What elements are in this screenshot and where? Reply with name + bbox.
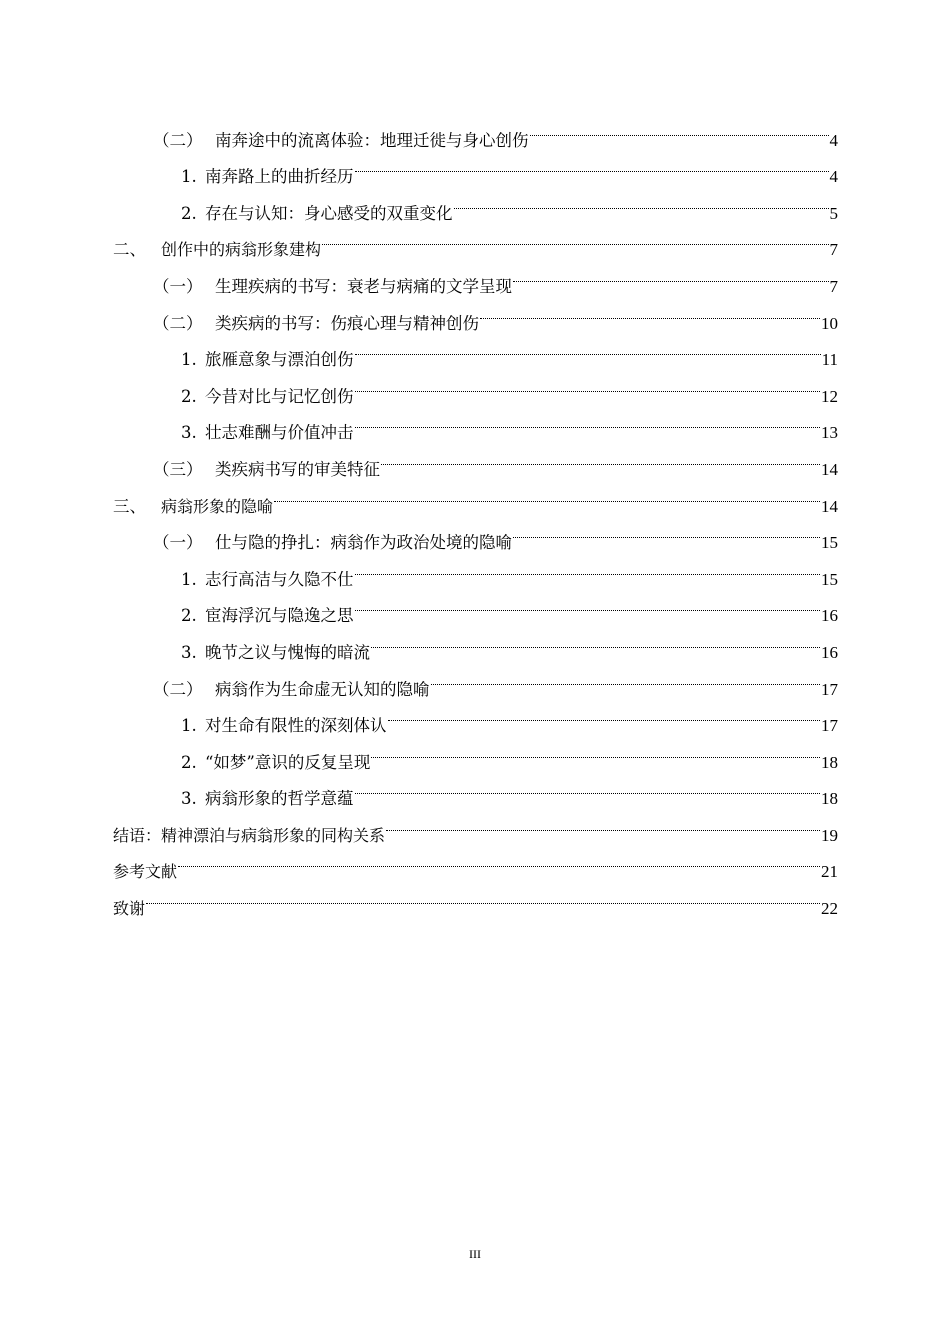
toc-entry-title: 宦海浮沉与隐逸之思 [205, 606, 354, 626]
toc-entry-page-number: 18 [821, 752, 838, 772]
toc-entry-page-number: 7 [829, 240, 838, 260]
toc-entry-page-number: 4 [829, 130, 838, 150]
toc-entry-title: 今昔对比与记忆创伤 [205, 386, 354, 406]
toc-entry-title: 生理疾病的书写：衰老与病痛的文学呈现 [215, 276, 512, 296]
toc-entry-page-number: 17 [821, 716, 838, 736]
dot-leader [355, 329, 821, 366]
toc-entry-number: 2. [181, 203, 197, 223]
table-of-contents [113, 109, 838, 919]
toc-entry-page-number: 17 [821, 679, 838, 699]
toc-entry-number: 3. [181, 642, 197, 662]
toc-entry-title: 病翁形象的哲学意蕴 [205, 789, 354, 809]
toc-entry-title: 晚节之议与愧悔的暗流 [205, 642, 370, 662]
toc-entry-title: 仕与隐的挣扎：病翁作为政治处境的隐喻 [215, 533, 512, 553]
toc-entry-number: 二、 [113, 240, 146, 260]
dot-leader [388, 695, 821, 732]
toc-entry-page-number: 10 [821, 313, 838, 333]
toc-entry-page-number: 22 [821, 899, 838, 919]
toc-entry-title: 类疾病的书写：伤痕心理与精神创伤 [215, 313, 479, 333]
toc-entry-number: 2. [181, 752, 197, 772]
toc-entry-page-number: 13 [821, 423, 838, 443]
dot-leader [355, 146, 829, 183]
toc-entry-title: 病翁作为生命虚无认知的隐喻 [215, 679, 430, 699]
toc-entry-page-number: 16 [821, 642, 838, 662]
toc-entry-number: 三、 [113, 496, 146, 516]
toc-entry-number: 1. [181, 569, 197, 589]
toc-entry[interactable] [113, 877, 838, 919]
toc-entry-title: 参考文献 [113, 862, 178, 882]
toc-entry-title: 类疾病书写的审美特征 [215, 459, 380, 479]
toc-entry-number: （一） [153, 533, 203, 553]
toc-entry-title: 壮志难酬与价值冲击 [205, 423, 354, 443]
toc-entry-title: 创作中的病翁形象建构 [161, 240, 322, 260]
toc-entry-title: 旅雁意象与漂泊创伤 [205, 350, 354, 370]
toc-entry-page-number: 21 [821, 862, 838, 882]
toc-entry-page-number: 4 [829, 167, 838, 187]
toc-entry-number: （三） [153, 459, 203, 479]
toc-entry-number: 1. [181, 167, 197, 187]
dot-leader [274, 475, 820, 512]
toc-entry[interactable] [113, 109, 838, 150]
toc-entry-title: 结语：精神漂泊与病翁形象的同构关系 [113, 825, 386, 845]
dot-leader [513, 512, 820, 549]
toc-entry-number: 3. [181, 423, 197, 443]
toc-entry-title: 南奔路上的曲折经历 [205, 167, 354, 187]
toc-entry-page-number: 11 [821, 350, 838, 370]
dot-leader [431, 658, 821, 695]
toc-entry-number: （二） [153, 313, 203, 333]
dot-leader [371, 731, 820, 768]
dot-leader [513, 255, 829, 292]
toc-entry-number: 1. [181, 350, 197, 370]
toc-entry-title: 南奔途中的流离体验：地理迁徙与身心创伤 [215, 130, 529, 150]
dot-leader [454, 182, 829, 219]
toc-entry-page-number: 18 [821, 789, 838, 809]
dot-leader [355, 768, 821, 805]
toc-entry-page-number: 14 [821, 459, 838, 479]
toc-entry-number: （二） [153, 679, 203, 699]
dot-leader [480, 292, 820, 329]
dot-leader [355, 548, 821, 585]
dot-leader [146, 877, 820, 914]
dot-leader [355, 585, 821, 622]
toc-entry-number: （一） [153, 276, 203, 296]
toc-entry-page-number: 19 [821, 825, 838, 845]
dot-leader [355, 402, 821, 439]
toc-entry-number: 2. [181, 386, 197, 406]
toc-entry-number: 1. [181, 716, 197, 736]
dot-leader [530, 109, 829, 146]
toc-entry-title: “如梦”意识的反复呈现 [205, 752, 371, 772]
toc-entry-page-number: 14 [821, 496, 838, 516]
toc-entry-title: 病翁形象的隐喻 [161, 496, 274, 516]
toc-entry-page-number: 12 [821, 386, 838, 406]
toc-entry-page-number: 16 [821, 606, 838, 626]
toc-entry-title: 存在与认知：身心感受的双重变化 [205, 203, 453, 223]
toc-entry-page-number: 15 [821, 533, 838, 553]
page-number-footer: III [469, 1247, 481, 1261]
toc-entry-number: 2. [181, 606, 197, 626]
dot-leader [381, 438, 820, 475]
toc-entry-page-number: 15 [821, 569, 838, 589]
dot-leader [178, 841, 820, 878]
toc-entry-number: （二） [153, 130, 203, 150]
toc-entry-page-number: 5 [829, 203, 838, 223]
toc-entry-title: 志行高洁与久隐不仕 [205, 569, 354, 589]
dot-leader [371, 621, 820, 658]
toc-entry[interactable] [113, 841, 838, 882]
toc-entry-number: 3. [181, 789, 197, 809]
dot-leader [386, 804, 820, 841]
toc-entry-title: 对生命有限性的深刻体认 [205, 716, 387, 736]
toc-entry-title: 致谢 [113, 899, 146, 919]
dot-leader [322, 219, 828, 256]
toc-entry-page-number: 7 [829, 276, 838, 296]
dot-leader [355, 365, 821, 402]
